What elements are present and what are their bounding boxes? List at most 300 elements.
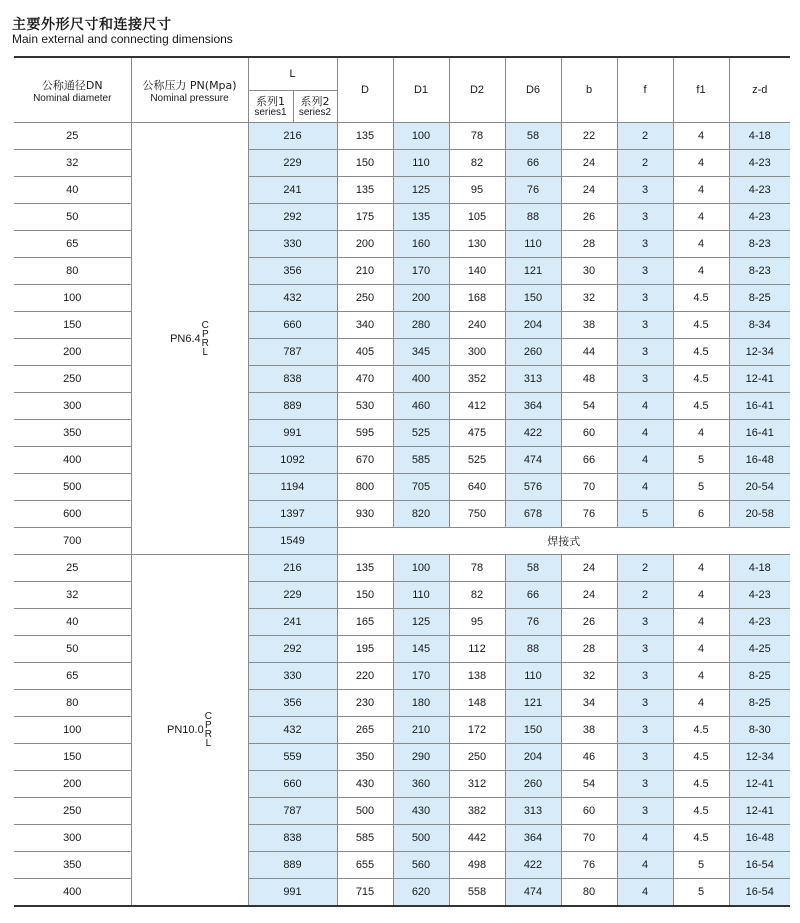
d1-cell: 280: [393, 312, 449, 339]
d1-cell: 400: [393, 366, 449, 393]
d1-cell: 110: [393, 150, 449, 177]
dn-cell: 100: [14, 285, 131, 312]
b-cell: 34: [561, 690, 617, 717]
b-cell: 46: [561, 744, 617, 771]
f-cell: 3: [617, 231, 673, 258]
f-cell: 4: [617, 447, 673, 474]
table-row: [14, 150, 790, 177]
f-cell: 4: [617, 852, 673, 879]
b-cell: 54: [561, 771, 617, 798]
d1-cell: 125: [393, 177, 449, 204]
b-cell: 38: [561, 717, 617, 744]
d6-cell: 110: [505, 231, 561, 258]
d1-cell: 100: [393, 123, 449, 150]
pn-type-letter: C: [201, 319, 209, 331]
d6-cell: 88: [505, 636, 561, 663]
d2-cell: 442: [449, 825, 505, 852]
length-cell: 432: [248, 717, 337, 744]
zd-cell: 4-23: [729, 204, 790, 231]
pn-cell: [131, 555, 248, 906]
d2-cell: 475: [449, 420, 505, 447]
d1-cell: 820: [393, 501, 449, 528]
d-cell: 230: [337, 690, 393, 717]
f1-cell: 4: [673, 123, 729, 150]
zd-cell: 8-23: [729, 258, 790, 285]
zd-cell: 4-25: [729, 636, 790, 663]
d6-cell: 66: [505, 150, 561, 177]
d-cell: 210: [337, 258, 393, 285]
zd-cell: 8-30: [729, 717, 790, 744]
d1-cell: 210: [393, 717, 449, 744]
pn-type-letter: L: [202, 346, 209, 358]
dn-cell: 100: [14, 717, 131, 744]
b-cell: 26: [561, 204, 617, 231]
zd-cell: 4-23: [729, 582, 790, 609]
dn-cell: 65: [14, 231, 131, 258]
f1-cell: 4.5: [673, 798, 729, 825]
d6-cell: 121: [505, 690, 561, 717]
welded-note: 焊接式: [337, 528, 790, 555]
header-dn-en: Nominal diameter: [33, 92, 112, 104]
f1-cell: 5: [673, 879, 729, 906]
d2-cell: 95: [449, 177, 505, 204]
d2-cell: 352: [449, 366, 505, 393]
length-cell: 292: [248, 204, 337, 231]
d2-cell: 130: [449, 231, 505, 258]
d2-cell: 140: [449, 258, 505, 285]
d-cell: 670: [337, 447, 393, 474]
f-cell: 3: [617, 177, 673, 204]
length-cell: 229: [248, 150, 337, 177]
f-cell: 4: [617, 879, 673, 906]
zd-cell: 16-48: [729, 825, 790, 852]
d6-cell: 121: [505, 258, 561, 285]
dn-cell: 32: [14, 582, 131, 609]
b-cell: 70: [561, 474, 617, 501]
d6-cell: 76: [505, 609, 561, 636]
header-col: D2: [449, 57, 505, 123]
length-cell: 241: [248, 609, 337, 636]
f-cell: 3: [617, 744, 673, 771]
b-cell: 32: [561, 285, 617, 312]
dn-cell: 500: [14, 474, 131, 501]
d2-cell: 95: [449, 609, 505, 636]
f1-cell: 4: [673, 177, 729, 204]
pn-type-letter: C: [204, 710, 212, 722]
header-dn-cn: 公称通径DN: [41, 78, 103, 92]
d2-cell: 172: [449, 717, 505, 744]
header-series2-cn: 系列2: [300, 94, 330, 108]
d-cell: 195: [337, 636, 393, 663]
f-cell: 2: [617, 123, 673, 150]
dn-cell: 80: [14, 258, 131, 285]
d-cell: 150: [337, 582, 393, 609]
header-series1-en: series1: [254, 106, 287, 118]
d-cell: 265: [337, 717, 393, 744]
d6-cell: 313: [505, 366, 561, 393]
dn-cell: 32: [14, 150, 131, 177]
d2-cell: 148: [449, 690, 505, 717]
d2-cell: 640: [449, 474, 505, 501]
zd-cell: 20-58: [729, 501, 790, 528]
b-cell: 24: [561, 582, 617, 609]
d2-cell: 558: [449, 879, 505, 906]
f-cell: 3: [617, 258, 673, 285]
d6-cell: 110: [505, 663, 561, 690]
d-cell: 800: [337, 474, 393, 501]
d6-cell: 66: [505, 582, 561, 609]
b-cell: 24: [561, 177, 617, 204]
length-cell: 356: [248, 258, 337, 285]
d-cell: 585: [337, 825, 393, 852]
d1-cell: 290: [393, 744, 449, 771]
d1-cell: 145: [393, 636, 449, 663]
pn-type-letter: L: [205, 737, 212, 749]
b-cell: 76: [561, 852, 617, 879]
d2-cell: 82: [449, 150, 505, 177]
d1-cell: 170: [393, 663, 449, 690]
length-cell: 1549: [248, 528, 337, 555]
d6-cell: 260: [505, 771, 561, 798]
b-cell: 44: [561, 339, 617, 366]
d-cell: 350: [337, 744, 393, 771]
length-cell: 1194: [248, 474, 337, 501]
dn-cell: 200: [14, 771, 131, 798]
f1-cell: 4: [673, 555, 729, 582]
f-cell: 3: [617, 690, 673, 717]
d1-cell: 560: [393, 852, 449, 879]
zd-cell: 12-34: [729, 339, 790, 366]
table-row: [14, 852, 790, 879]
table-row: [14, 879, 790, 906]
f1-cell: 4: [673, 663, 729, 690]
d1-cell: 430: [393, 798, 449, 825]
f-cell: 3: [617, 663, 673, 690]
pn-type-letter: P: [205, 719, 212, 731]
d-cell: 220: [337, 663, 393, 690]
zd-cell: 4-23: [729, 609, 790, 636]
page-title: 主要外形尺寸和连接尺寸: [12, 17, 172, 33]
d-cell: 150: [337, 150, 393, 177]
zd-cell: 4-23: [729, 150, 790, 177]
b-cell: 54: [561, 393, 617, 420]
d1-cell: 110: [393, 582, 449, 609]
zd-cell: 8-25: [729, 663, 790, 690]
f1-cell: 4: [673, 609, 729, 636]
f1-cell: 4.5: [673, 744, 729, 771]
dn-cell: 50: [14, 204, 131, 231]
d6-cell: 204: [505, 744, 561, 771]
d2-cell: 168: [449, 285, 505, 312]
length-cell: 787: [248, 798, 337, 825]
table-row: [14, 177, 790, 204]
length-cell: 889: [248, 393, 337, 420]
b-cell: 28: [561, 636, 617, 663]
dimensions-table: [14, 56, 790, 907]
d-cell: 135: [337, 177, 393, 204]
d2-cell: 138: [449, 663, 505, 690]
d-cell: 200: [337, 231, 393, 258]
d2-cell: 105: [449, 204, 505, 231]
length-cell: 292: [248, 636, 337, 663]
f-cell: 4: [617, 474, 673, 501]
table-row: [14, 636, 790, 663]
header-series1: [248, 91, 293, 123]
d6-cell: 422: [505, 852, 561, 879]
d-cell: 175: [337, 204, 393, 231]
b-cell: 70: [561, 825, 617, 852]
d6-cell: 150: [505, 717, 561, 744]
table-row: [14, 258, 790, 285]
zd-cell: 12-41: [729, 366, 790, 393]
table-row: [14, 609, 790, 636]
d6-cell: 76: [505, 177, 561, 204]
length-cell: 216: [248, 123, 337, 150]
table-row: [14, 717, 790, 744]
d1-cell: 705: [393, 474, 449, 501]
zd-cell: 20-54: [729, 474, 790, 501]
d6-cell: 204: [505, 312, 561, 339]
dn-cell: 200: [14, 339, 131, 366]
header-col: z-d: [729, 57, 790, 123]
header-series1-cn: 系列1: [256, 94, 285, 108]
dn-cell: 80: [14, 690, 131, 717]
f1-cell: 4: [673, 231, 729, 258]
table-row: [14, 744, 790, 771]
f-cell: 3: [617, 609, 673, 636]
table-row: [14, 447, 790, 474]
d-cell: 470: [337, 366, 393, 393]
zd-cell: 12-34: [729, 744, 790, 771]
f1-cell: 4: [673, 420, 729, 447]
length-cell: 991: [248, 879, 337, 906]
f-cell: 2: [617, 555, 673, 582]
zd-cell: 16-48: [729, 447, 790, 474]
length-cell: 559: [248, 744, 337, 771]
length-cell: 1092: [248, 447, 337, 474]
b-cell: 76: [561, 501, 617, 528]
f-cell: 3: [617, 312, 673, 339]
d2-cell: 750: [449, 501, 505, 528]
d2-cell: 78: [449, 123, 505, 150]
dn-cell: 350: [14, 852, 131, 879]
d1-cell: 200: [393, 285, 449, 312]
b-cell: 60: [561, 420, 617, 447]
b-cell: 26: [561, 609, 617, 636]
zd-cell: 4-23: [729, 177, 790, 204]
d2-cell: 312: [449, 771, 505, 798]
length-cell: 991: [248, 420, 337, 447]
dn-cell: 25: [14, 123, 131, 150]
page-subtitle: Main external and connecting dimensions: [12, 32, 233, 46]
zd-cell: 16-54: [729, 879, 790, 906]
d6-cell: 422: [505, 420, 561, 447]
f-cell: 2: [617, 582, 673, 609]
table-row: [14, 204, 790, 231]
zd-cell: 12-41: [729, 771, 790, 798]
header-col: D6: [505, 57, 561, 123]
d6-cell: 474: [505, 447, 561, 474]
d2-cell: 498: [449, 852, 505, 879]
f1-cell: 4: [673, 636, 729, 663]
b-cell: 48: [561, 366, 617, 393]
d1-cell: 135: [393, 204, 449, 231]
length-cell: 660: [248, 312, 337, 339]
d6-cell: 150: [505, 285, 561, 312]
d2-cell: 82: [449, 582, 505, 609]
table-row: [14, 555, 790, 582]
f1-cell: 5: [673, 447, 729, 474]
header-pn: [131, 57, 248, 123]
f-cell: 4: [617, 825, 673, 852]
d6-cell: 474: [505, 879, 561, 906]
zd-cell: 16-41: [729, 393, 790, 420]
b-cell: 24: [561, 555, 617, 582]
f1-cell: 5: [673, 852, 729, 879]
table-row: [14, 393, 790, 420]
length-cell: 229: [248, 582, 337, 609]
table-row: [14, 663, 790, 690]
d6-cell: 576: [505, 474, 561, 501]
b-cell: 32: [561, 663, 617, 690]
zd-cell: 8-25: [729, 285, 790, 312]
d1-cell: 345: [393, 339, 449, 366]
b-cell: 30: [561, 258, 617, 285]
d6-cell: 313: [505, 798, 561, 825]
length-cell: 432: [248, 285, 337, 312]
dn-cell: 600: [14, 501, 131, 528]
zd-cell: 8-23: [729, 231, 790, 258]
header-col: D1: [393, 57, 449, 123]
d1-cell: 160: [393, 231, 449, 258]
length-cell: 889: [248, 852, 337, 879]
d-cell: 715: [337, 879, 393, 906]
d6-cell: 260: [505, 339, 561, 366]
header-pn-cn: 公称压力 PN(Mpa): [142, 78, 237, 92]
zd-cell: 16-54: [729, 852, 790, 879]
dn-cell: 150: [14, 744, 131, 771]
f1-cell: 5: [673, 474, 729, 501]
b-cell: 60: [561, 798, 617, 825]
f-cell: 3: [617, 771, 673, 798]
d-cell: 405: [337, 339, 393, 366]
table-row: [14, 474, 790, 501]
zd-cell: 4-18: [729, 555, 790, 582]
d2-cell: 382: [449, 798, 505, 825]
zd-cell: 8-25: [729, 690, 790, 717]
table-body: [14, 123, 790, 906]
d-cell: 595: [337, 420, 393, 447]
header-col: D: [337, 57, 393, 123]
dn-cell: 50: [14, 636, 131, 663]
length-cell: 838: [248, 366, 337, 393]
d6-cell: 88: [505, 204, 561, 231]
dn-cell: 700: [14, 528, 131, 555]
dn-cell: 150: [14, 312, 131, 339]
header-col: f: [617, 57, 673, 123]
f-cell: 3: [617, 204, 673, 231]
length-cell: 356: [248, 690, 337, 717]
f1-cell: 4.5: [673, 312, 729, 339]
d6-cell: 678: [505, 501, 561, 528]
d6-cell: 58: [505, 123, 561, 150]
d2-cell: 112: [449, 636, 505, 663]
header-series2-en: series2: [298, 106, 332, 118]
f-cell: 4: [617, 420, 673, 447]
dn-cell: 65: [14, 663, 131, 690]
header-series2: [293, 91, 337, 123]
d-cell: 430: [337, 771, 393, 798]
header-col: f1: [673, 57, 729, 123]
f1-cell: 4.5: [673, 717, 729, 744]
d6-cell: 364: [505, 393, 561, 420]
length-cell: 838: [248, 825, 337, 852]
b-cell: 28: [561, 231, 617, 258]
d1-cell: 585: [393, 447, 449, 474]
length-cell: 241: [248, 177, 337, 204]
table-row: [14, 825, 790, 852]
table-row: [14, 285, 790, 312]
f-cell: 3: [617, 285, 673, 312]
f1-cell: 4: [673, 582, 729, 609]
b-cell: 80: [561, 879, 617, 906]
length-cell: 660: [248, 771, 337, 798]
pn-cell: [131, 123, 248, 555]
length-cell: 216: [248, 555, 337, 582]
d1-cell: 100: [393, 555, 449, 582]
d1-cell: 620: [393, 879, 449, 906]
d1-cell: 125: [393, 609, 449, 636]
header-l: L: [248, 57, 337, 91]
d1-cell: 170: [393, 258, 449, 285]
table-row: [14, 582, 790, 609]
d-cell: 165: [337, 609, 393, 636]
table-row: [14, 231, 790, 258]
d1-cell: 525: [393, 420, 449, 447]
dn-cell: 25: [14, 555, 131, 582]
dn-cell: 350: [14, 420, 131, 447]
d1-cell: 460: [393, 393, 449, 420]
f1-cell: 4.5: [673, 393, 729, 420]
dn-cell: 40: [14, 177, 131, 204]
d-cell: 530: [337, 393, 393, 420]
d-cell: 500: [337, 798, 393, 825]
f1-cell: 4.5: [673, 366, 729, 393]
f-cell: 5: [617, 501, 673, 528]
d-cell: 135: [337, 555, 393, 582]
pn-label: PN6.4: [170, 332, 201, 345]
d1-cell: 360: [393, 771, 449, 798]
f1-cell: 6: [673, 501, 729, 528]
d6-cell: 58: [505, 555, 561, 582]
d2-cell: 250: [449, 744, 505, 771]
f1-cell: 4: [673, 150, 729, 177]
f-cell: 3: [617, 636, 673, 663]
dn-cell: 400: [14, 879, 131, 906]
pn-type-letter: R: [201, 337, 209, 349]
f-cell: 2: [617, 150, 673, 177]
dn-cell: 40: [14, 609, 131, 636]
table-row: [14, 312, 790, 339]
dn-cell: 250: [14, 798, 131, 825]
d1-cell: 500: [393, 825, 449, 852]
f-cell: 3: [617, 339, 673, 366]
table-row: [14, 771, 790, 798]
d2-cell: 240: [449, 312, 505, 339]
table-row: [14, 690, 790, 717]
b-cell: 22: [561, 123, 617, 150]
zd-cell: 16-41: [729, 420, 790, 447]
